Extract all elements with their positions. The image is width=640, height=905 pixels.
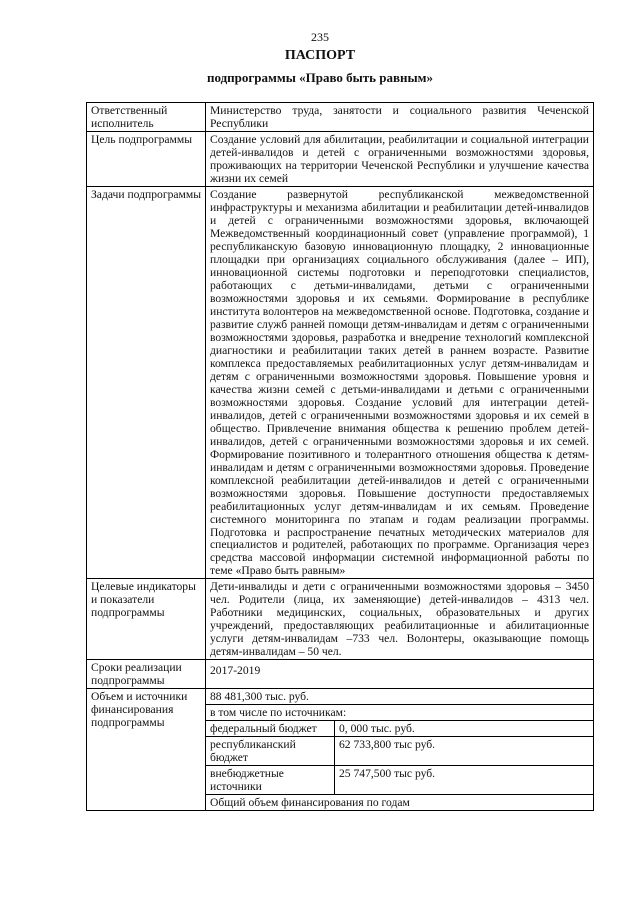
row-goal [87,131,594,186]
indicators-value: Дети-инвалиды и дети с ограниченными возможностями здоровья – 3450 чел. Родители (лица, их заменяющие) детей-инвалидов – 4313 чел. Работники медицинских, социальных, образовательных и других учреждений, предоставляющих реабилитационные и абилитационные услуги детям-инвалидам –733 чел. Волонтеры, оказывающие помощь детям-инвалидам – 50 чел. [206,579,594,660]
tasks-label: Задачи подпрограммы [87,186,206,579]
page-title: ПАСПОРТ [284,48,356,63]
source-amount: 25 747,500 тыс руб. [335,766,594,795]
tasks-value: Создание развернутой республиканской межведомственной инфраструктуры и механизма абилитации и реабилитации детей-инвалидов и детей с ограниченными возможностями здоровья, включающей Межведомственный координационный совет (управление программой), 1 республиканскую базовую инновационную площадку, 2 инновационные площадки при организациях социального обслуживания (далее – ИП), инновационной системы подготовки и переподготовки специалистов, работающих с детьми-инвалидами, детьми с ограниченными возможностями здоровья и их семьями. Формирование в республике института волонтеров на межведомственной основе. Подготовка, создание и развитие служб ранней помощи детям-инвалидам и детям с ограниченными возможностями здоровья, разработка и внедрение технологий комплексной диагностики и реабилитации таких детей в раннем возрасте. Развитие комплекса предоставляемых реабилитационных услуг детям-инвалидам и детям с ограниченными возможностями здоровья. Повышение уровня и качества жизни семей с детьми-инвалидами и детьми с ограниченными возможностями здоровья. Создание условий для интеграции детей-инвалидов, детей с ограниченными возможностями здоровья и их семей в общество. Привлечение внимания общества к решению проблем детей-инвалидов, детей с ограниченными возможностями здоровья и их семей. Формирование позитивного и толерантного отношения общества к детям-инвалидам и детям с ограниченными возможностями здоровья. Проведение комплексной реабилитации детей-инвалидов и детей с ограниченными возможностями здоровья. Повышение доступности предоставляемых реабилитационных услуг детям-инвалидам и их семьям. Проведение системного мониторинга по этапам и годам реализации программы. Подготовка и распространение печатных методических материалов для специалистов и родителей, работающих по программе. Организация через средства массовой информации системной информационной работы по теме «Право быть равным» [206,186,594,579]
source-name: внебюджетные источники [206,766,335,795]
source-row [206,737,593,766]
source-amount: 0, 000 тыс. руб. [335,721,594,737]
goal-value: Создание условий для абилитации, реабилитации и социальной интеграции детей-инвалидов и детей с ограниченными возможностями здоровья, проживающих на территории Чеченской Республики и улучшение качества жизни их семей [206,131,594,186]
row-tasks [87,186,594,579]
source-row [206,766,593,795]
source-name: федеральный бюджет [206,721,335,737]
responsible-value: Министерство труда, занятости и социального развития Чеченской Республики [206,103,594,132]
source-name: республиканский бюджет [206,737,335,766]
goal-label: Цель подпрограммы [87,131,206,186]
financing-table [206,689,593,810]
timeline-label: Сроки реализации подпрограммы [87,660,206,689]
financing-by-years: Общий объем финансирования по годам [206,795,593,810]
source-amount: 62 733,800 тыс руб. [335,737,594,766]
row-financing [87,689,594,811]
source-row [206,721,593,737]
indicators-label: Целевые индикаторы и показатели подпрограммы [87,579,206,660]
row-timeline [87,660,594,689]
row-indicators [87,579,594,660]
financing-label: Объем и источники финансирования подпрограммы [87,689,206,811]
timeline-value: 2017-2019 [206,660,594,689]
row-responsible [87,103,594,132]
financing-total: 88 481,300 тыс. руб. [206,689,593,704]
passport-table [86,102,594,811]
financing-cell [206,689,594,811]
responsible-label: Ответственный исполнитель [87,103,206,132]
page-number: 235 [311,30,329,44]
page-subtitle: подпрограммы «Право быть равным» [206,70,434,85]
financing-by-sources: в том числе по источникам: [206,705,593,721]
